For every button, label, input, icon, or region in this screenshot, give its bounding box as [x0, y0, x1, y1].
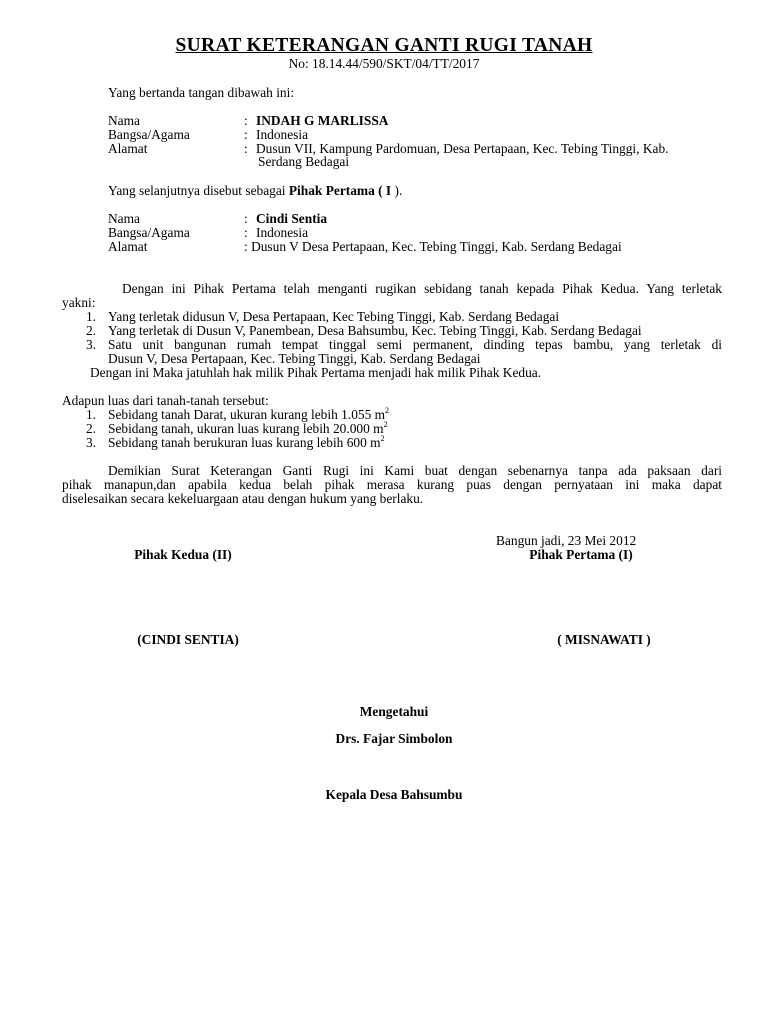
party1-reference-bold: Pihak Pertama ( I: [288, 183, 392, 198]
party1-bangsa-colon: :: [244, 127, 248, 142]
closing-paragraph-line1: Demikian Surat Keterangan Ganti Rugi ini Kami buat dengan sebenarnya tanpa ada paksaan dari: [108, 463, 722, 478]
area-number: 3.: [85, 435, 96, 450]
party2-signature-name: (CINDI SENTIA): [137, 632, 239, 647]
area-item-text: Sebidang tanah berukuran luas kurang lebih 600 m: [108, 435, 381, 450]
acknowledged-label: Mengetahui: [359, 704, 429, 719]
location-number: 2.: [85, 323, 96, 338]
area-item: [108, 433, 385, 450]
party1-reference-suffix: ).: [391, 183, 403, 198]
party1-reference: [108, 184, 402, 198]
location-item: Yang terletak di Dusun V, Panembean, Desa Bahsumbu, Kec. Tebing Tinggi, Kab. Serdang Bedagai: [108, 323, 642, 338]
location-number: 1.: [85, 309, 96, 324]
body-paragraph-1-line2: yakni:: [62, 295, 96, 310]
area-intro: Adapun luas dari tanah-tanah tersebut:: [62, 393, 269, 408]
party2-alamat-value: : Dusun V Desa Pertapaan, Kec. Tebing Tinggi, Kab. Serdang Bedagai: [244, 239, 622, 254]
party2-nama-colon: :: [244, 211, 248, 226]
area-item-text: Sebidang tanah Darat, ukuran kurang lebih 1.055 m: [108, 407, 386, 422]
party1-alamat-line2: Serdang Bedagai: [258, 154, 350, 169]
area-item-unit-superscript: 2: [383, 419, 388, 429]
party2-bangsa-colon: :: [244, 225, 248, 240]
party2-nama-value: Cindi Sentia: [256, 211, 328, 226]
closing-paragraph-line2: pihak manapun,dan apabila kedua belah pihak merasa kurang puas dengan pernyataan ini maka dapat: [62, 477, 722, 492]
party2-alamat-label: Alamat: [108, 239, 148, 254]
area-item-unit-superscript: 2: [380, 433, 385, 443]
official-title: Kepala Desa Bahsumbu: [325, 787, 463, 802]
party1-signature-name: ( MISNAWATI ): [557, 632, 651, 647]
area-number: 1.: [85, 407, 96, 422]
party1-alamat-line1: Dusun VII, Kampung Pardomuan, Desa Pertapaan, Kec. Tebing Tinggi, Kab.: [256, 141, 669, 156]
intro-text: Yang bertanda tangan dibawah ini:: [108, 85, 295, 100]
party1-alamat-colon: :: [244, 141, 248, 156]
party1-bangsa-value: Indonesia: [256, 127, 309, 142]
party2-signature-title: Pihak Kedua (II): [134, 547, 232, 562]
location-item: Yang terletak didusun V, Desa Pertapaan, Kec Tebing Tinggi, Kab. Serdang Bedagai: [108, 309, 560, 324]
party1-nama-label: Nama: [108, 113, 140, 128]
location-item-continuation: Dusun V, Desa Pertapaan, Kec. Tebing Tinggi, Kab. Serdang Bedagai: [108, 351, 481, 366]
party1-bangsa-label: Bangsa/Agama: [108, 127, 190, 142]
area-item-unit-superscript: 2: [385, 405, 390, 415]
area-item-text: Sebidang tanah, ukuran luas kurang lebih 20.000 m: [108, 421, 384, 436]
area-item: [108, 405, 390, 422]
area-item: [108, 419, 388, 436]
party1-nama-value: INDAH G MARLISSA: [256, 113, 389, 128]
party2-bangsa-value: Indonesia: [256, 225, 309, 240]
document-number: No: 18.14.44/590/SKT/04/TT/2017: [288, 56, 480, 71]
location-number: 3.: [85, 337, 96, 352]
area-number: 2.: [85, 421, 96, 436]
party2-nama-label: Nama: [108, 211, 140, 226]
party1-reference-prefix: Yang selanjutnya disebut sebagai: [108, 183, 289, 198]
party1-alamat-label: Alamat: [108, 141, 148, 156]
document-title: SURAT KETERANGAN GANTI RUGI TANAH: [175, 35, 593, 56]
party2-bangsa-label: Bangsa/Agama: [108, 225, 190, 240]
location-item: Satu unit bangunan rumah tempat tinggal semi permanent, dinding tepas bambu, yang terletak di: [108, 337, 722, 352]
party1-nama-colon: :: [244, 113, 248, 128]
ownership-statement: Dengan ini Maka jatuhlah hak milik Pihak Pertama menjadi hak milik Pihak Kedua.: [90, 365, 542, 380]
body-paragraph-1-line1: Dengan ini Pihak Pertama telah menganti rugikan sebidang tanah kepada Pihak Kedua. Yang terletak: [122, 281, 722, 296]
official-name: Drs. Fajar Simbolon: [335, 731, 453, 746]
place-date: Bangun jadi, 23 Mei 2012: [496, 533, 637, 548]
closing-paragraph-line3: diselesaikan secara kekeluargaan atau dengan hukum yang berlaku.: [62, 491, 424, 506]
party1-signature-title: Pihak Pertama (I): [529, 547, 633, 562]
